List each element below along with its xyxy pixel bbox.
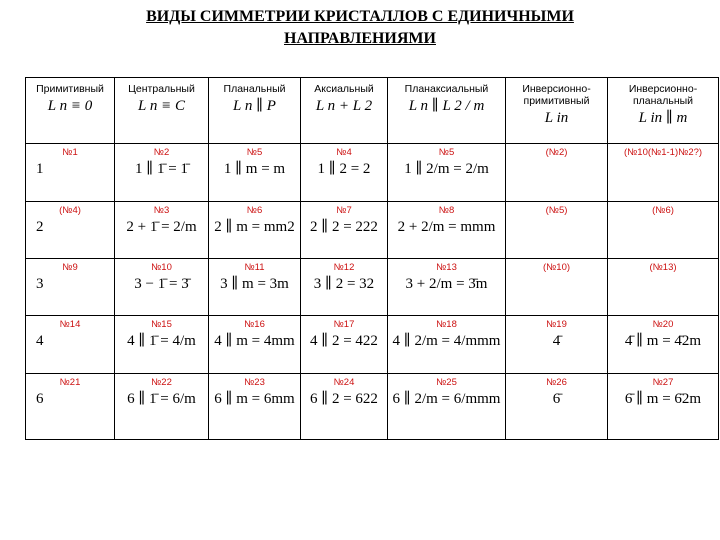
header-cell [26, 78, 115, 144]
table-cell [26, 144, 115, 201]
symmetry-expression [506, 273, 607, 275]
table-row [26, 201, 719, 258]
header-formula: L n + L 2 [315, 98, 373, 114]
table-row [26, 373, 719, 439]
table-cell [209, 201, 301, 258]
symmetry-expression: 2 ∥ m = mm2 [214, 218, 295, 235]
table-cell [608, 258, 719, 315]
header-name: Примитивный [36, 83, 104, 95]
group-number: №14 [59, 319, 81, 331]
group-number: №16 [244, 319, 265, 331]
table-row [26, 258, 719, 315]
header-cell [506, 78, 608, 144]
symmetry-expression: 4 ∥ 2 = 422 [310, 333, 378, 350]
table-cell [506, 258, 608, 315]
header-name: Инверсионно-планальный [628, 83, 698, 107]
table-cell [301, 144, 388, 201]
group-number: (№10) [542, 261, 571, 273]
table-cell [209, 144, 301, 201]
symmetry-table [25, 77, 719, 440]
group-number: №12 [333, 261, 355, 273]
table-cell [608, 201, 719, 258]
table-cell [388, 201, 506, 258]
table-cell [115, 144, 209, 201]
table-cell [506, 316, 608, 373]
table-cell [388, 144, 506, 201]
group-number: №9 [62, 261, 78, 273]
symmetry-expression: 6 ∥ m = 6mm [214, 390, 295, 407]
table-cell [26, 201, 115, 258]
symmetry-expression [608, 216, 718, 218]
table-cell [26, 258, 115, 315]
table-cell [209, 373, 301, 439]
table-cell [209, 258, 301, 315]
group-number: №15 [151, 319, 172, 331]
header-name: Планальный [223, 83, 286, 95]
symmetry-expression: 3 [36, 275, 44, 292]
symmetry-expression: 1 ∥ 2/m = 2/m [404, 161, 489, 178]
header-formula: L n ≡ C [138, 98, 185, 114]
group-number: №27 [652, 376, 674, 388]
group-number: №4 [336, 147, 352, 159]
group-number: №24 [333, 376, 355, 388]
group-number: №10 [151, 261, 172, 273]
group-number: №5 [438, 147, 455, 159]
header-name: Центральный [128, 83, 195, 95]
table-cell [506, 373, 608, 439]
group-number: №20 [652, 319, 674, 331]
symmetry-expression: 4 [36, 333, 44, 350]
group-number: №7 [336, 204, 352, 216]
group-number: №1 [62, 147, 78, 159]
header-formula: L n ≡ 0 [47, 98, 93, 114]
header-formula: L n ∥ L 2 / m [408, 98, 485, 114]
header-cell [115, 78, 209, 144]
group-number: №22 [151, 376, 172, 388]
table-cell [506, 144, 608, 201]
table-cell [115, 316, 209, 373]
table-cell [115, 373, 209, 439]
symmetry-expression: 2 + 2/m = mmm [397, 218, 496, 235]
group-number: №3 [153, 204, 170, 216]
group-number: №26 [546, 376, 567, 388]
header-name: Инверсионно-примитивный [522, 83, 591, 107]
header-row [26, 78, 719, 144]
symmetry-expression: 2 + 1̄ = 2/m [126, 218, 197, 235]
group-number: №21 [59, 376, 81, 388]
table-cell [506, 201, 608, 258]
group-number: (№2) [545, 147, 568, 159]
symmetry-expression: 4̄ [552, 333, 561, 350]
table-cell [26, 316, 115, 373]
group-number: №25 [436, 376, 457, 388]
group-number: (№4) [59, 204, 81, 216]
symmetry-expression: 6 ∥ 2 = 622 [310, 390, 378, 407]
symmetry-expression: 1 ∥ m = m [223, 161, 286, 178]
table-cell [608, 373, 719, 439]
table-cell [209, 316, 301, 373]
table-cell [608, 144, 719, 201]
table-cell [26, 373, 115, 439]
header-cell [608, 78, 719, 144]
title-line-1: ВИДЫ СИММЕТРИИ КРИСТАЛЛОВ С ЕДИНИЧНЫМИ [146, 8, 574, 25]
table-cell [388, 373, 506, 439]
symmetry-expression [506, 158, 607, 160]
symmetry-expression [506, 216, 607, 218]
table-cell [388, 316, 506, 373]
table-row [26, 316, 719, 373]
symmetry-expression: 1 ∥ 2 = 2 [317, 161, 371, 178]
header-cell [301, 78, 388, 144]
table-cell [115, 201, 209, 258]
header-formula: L n ∥ P [233, 98, 276, 114]
header-cell [388, 78, 506, 144]
header-formula: L in ∥ m [638, 110, 688, 126]
table-cell [301, 373, 388, 439]
symmetry-expression: 6 ∥ 1̄ = 6/m [127, 390, 196, 407]
header-name: Планаксиальный [404, 83, 489, 95]
symmetry-expression: 6 [36, 390, 44, 407]
group-number: (№5) [545, 204, 568, 216]
group-number: (№6) [652, 204, 674, 216]
symmetry-expression: 4 ∥ 1̄ = 4/m [127, 333, 196, 350]
table-cell [608, 316, 719, 373]
table-cell [301, 201, 388, 258]
table-cell [301, 316, 388, 373]
table-cell [115, 258, 209, 315]
symmetry-expression: 1 ∥ 1̄ = 1̄ [135, 161, 188, 178]
table-row [26, 144, 719, 201]
group-number: №2 [153, 147, 170, 159]
group-number: №18 [436, 319, 457, 331]
table-cell [388, 258, 506, 315]
header-name: Аксиальный [314, 83, 374, 95]
group-number: №13 [436, 261, 457, 273]
symmetry-expression [608, 273, 718, 275]
symmetry-expression: 6 ∥ 2/m = 6/mmm [392, 390, 501, 407]
header-cell [209, 78, 301, 144]
group-number: №8 [438, 204, 455, 216]
symmetry-expression: 3 ∥ 2 = 32 [313, 275, 375, 292]
symmetry-expression: 3 − 1̄ = 3̄ [134, 275, 189, 292]
symmetry-expression: 4̄ ∥ m = 4̄2m [624, 333, 702, 350]
symmetry-expression: 2 [36, 218, 44, 235]
table-cell [301, 258, 388, 315]
group-number: №11 [244, 261, 265, 273]
symmetry-expression: 6̄ ∥ m = 6̄2m [624, 390, 702, 407]
group-number: (№13) [649, 261, 677, 273]
symmetry-expression: 1 [36, 161, 44, 178]
group-number: №19 [546, 319, 567, 331]
symmetry-expression: 6̄ [552, 390, 561, 407]
symmetry-expression: 2 ∥ 2 = 222 [310, 218, 378, 235]
symmetry-expression: 3 ∥ m = 3m [220, 275, 289, 292]
group-number: №5 [246, 147, 263, 159]
group-number: №6 [246, 204, 263, 216]
symmetry-expression [608, 158, 718, 160]
symmetry-expression: 4 ∥ m = 4mm [214, 333, 295, 350]
symmetry-expression: 3 + 2/m = 3̄m [405, 275, 488, 292]
group-number: №17 [333, 319, 355, 331]
header-formula: L in [544, 110, 569, 126]
group-number: №23 [244, 376, 265, 388]
symmetry-expression: 4 ∥ 2/m = 4/mmm [392, 333, 501, 350]
page-title [0, 6, 720, 50]
title-line-2: НАПРАВЛЕНИЯМИ [284, 30, 436, 47]
group-number: (№10(№1-1)№2?) [623, 147, 703, 159]
